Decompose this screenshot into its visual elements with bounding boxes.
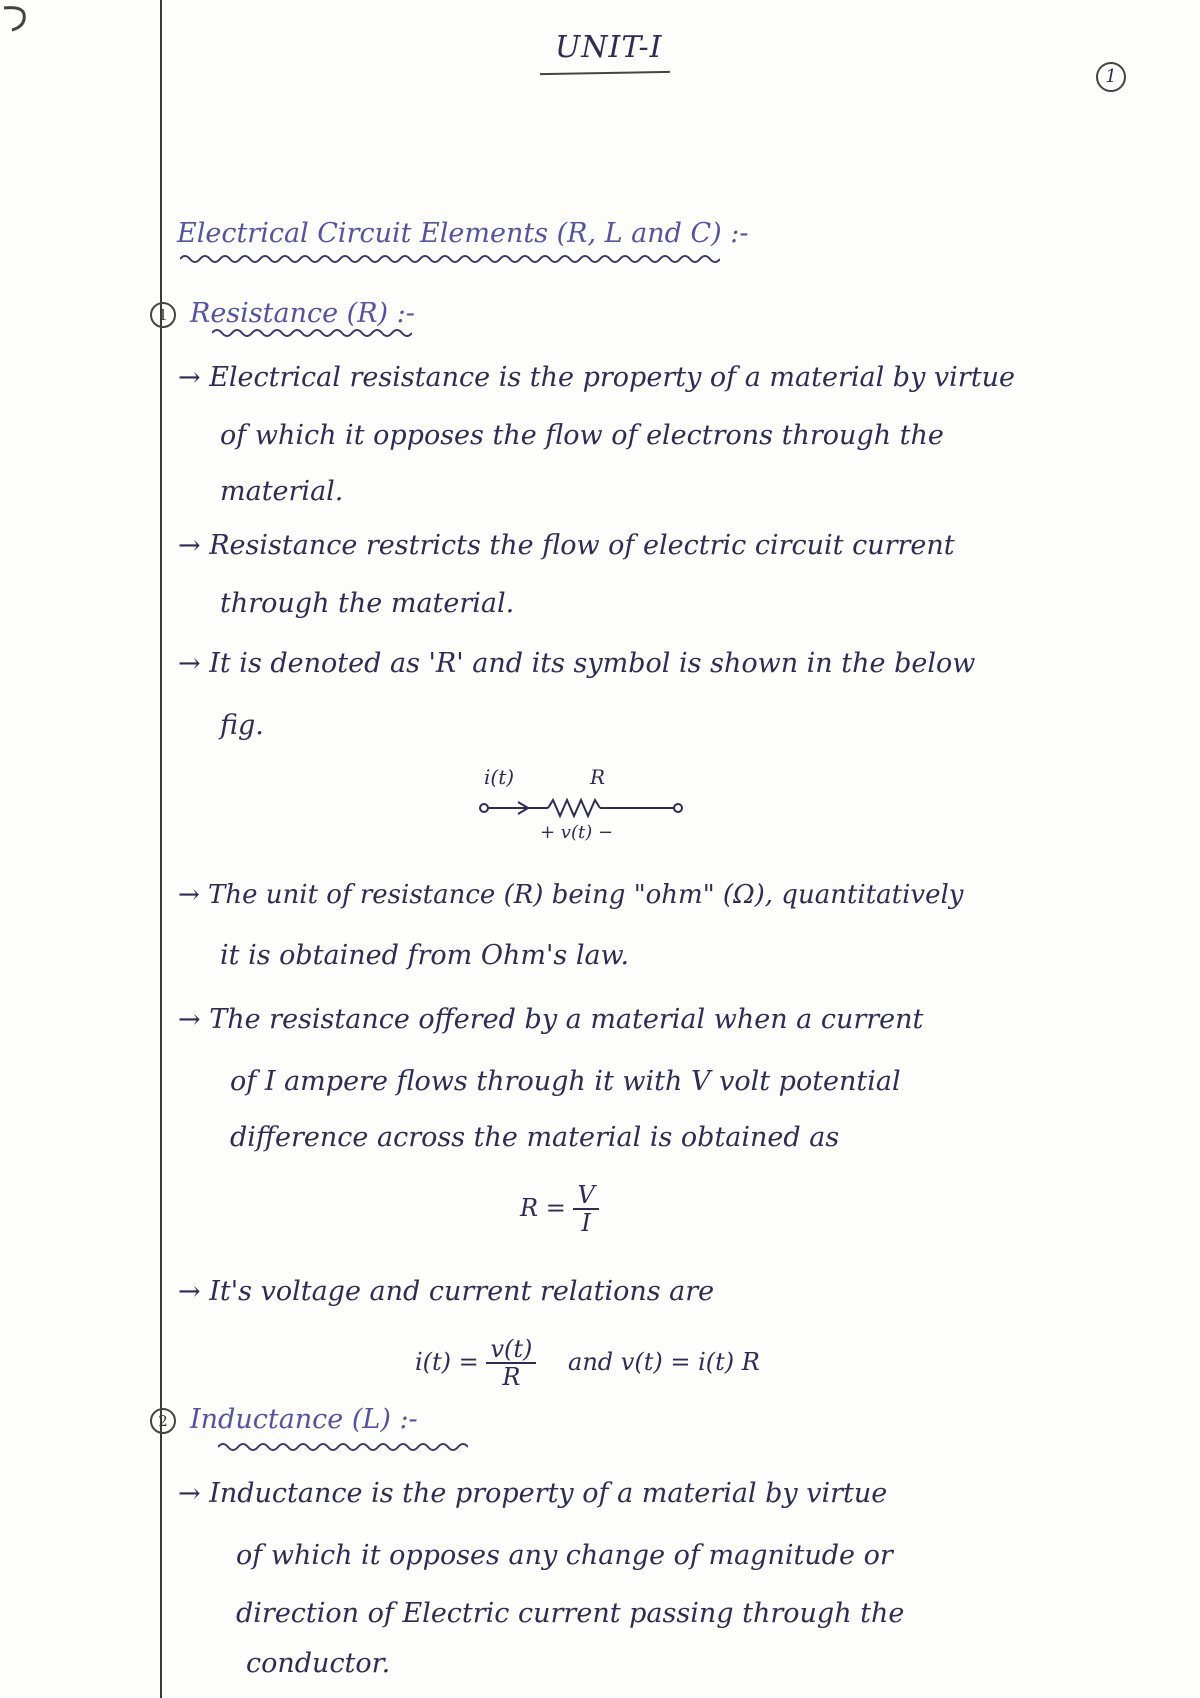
unit-title: UNIT-I xyxy=(555,30,663,65)
resistance-line-1: → Electrical resistance is the property of a material by virtue xyxy=(178,362,1015,393)
inductance-heading-wavy-underline xyxy=(218,1440,468,1454)
inductance-heading xyxy=(150,1404,418,1435)
resistor-voltage-label: + v(t) − xyxy=(540,822,614,843)
inductance-heading-text: Inductance (L) :- xyxy=(190,1404,418,1435)
ohms-law-denominator: I xyxy=(581,1209,591,1238)
resistance-line-7: fig. xyxy=(220,710,264,741)
resistance-line-12: difference across the material is obtained as xyxy=(230,1122,840,1153)
inductance-line-2: of which it opposes any change of magnitude or xyxy=(236,1540,893,1571)
vi-relation-lhs: i(t) = xyxy=(415,1347,479,1376)
section-heading: Electrical Circuit Elements (R, L and C) :- xyxy=(177,218,749,249)
resistor-r-label: R xyxy=(590,765,606,789)
resistance-line-2: of which it opposes the flow of electrons through the xyxy=(220,420,944,451)
corner-mark xyxy=(0,0,36,36)
margin-line xyxy=(160,0,162,1698)
resistance-heading-wavy-underline xyxy=(212,326,412,340)
unit-title-underline xyxy=(540,71,670,75)
vi-relation-denominator: R xyxy=(502,1363,521,1392)
resistance-line-11: of I ampere flows through it with V volt potential xyxy=(230,1066,901,1097)
resistance-line-13: → It's voltage and current relations are xyxy=(178,1276,715,1307)
ohms-law-lhs: R = xyxy=(520,1193,566,1222)
vi-relation-fraction xyxy=(486,1336,536,1391)
vi-relation-numerator: v(t) xyxy=(486,1336,536,1364)
ohms-law-fraction xyxy=(573,1182,598,1237)
resistor-symbol xyxy=(478,796,698,820)
section-heading-wavy-underline xyxy=(180,252,720,266)
ohms-law-numerator: V xyxy=(573,1182,598,1210)
ohms-law-formula xyxy=(520,1182,599,1237)
vi-relation-rest: and v(t) = i(t) R xyxy=(568,1347,760,1376)
vi-relation-formula xyxy=(415,1336,760,1391)
inductance-line-1: → Inductance is the property of a material by virtue xyxy=(178,1478,888,1509)
resistance-line-9: it is obtained from Ohm's law. xyxy=(220,940,630,971)
resistance-number: 1 xyxy=(150,302,176,328)
resistance-line-6: → It is denoted as 'R' and its symbol is shown in the below xyxy=(178,648,976,679)
resistance-line-8: → The unit of resistance (R) being "ohm" (Ω), quantitatively xyxy=(178,880,964,910)
resistor-current-label: i(t) xyxy=(484,765,515,789)
resistance-heading-text: Resistance (R) :- xyxy=(190,298,415,329)
resistance-heading xyxy=(150,298,415,329)
inductance-line-4: conductor. xyxy=(246,1648,391,1679)
resistance-line-4: → Resistance restricts the flow of electric circuit current xyxy=(178,530,955,561)
resistance-line-3: material. xyxy=(220,476,344,507)
inductance-line-3: direction of Electric current passing through the xyxy=(236,1598,905,1629)
page-number: 1 xyxy=(1096,62,1126,92)
resistance-line-5: through the material. xyxy=(220,588,515,619)
inductance-number: 2 xyxy=(150,1408,176,1434)
resistance-line-10: → The resistance offered by a material when a current xyxy=(178,1004,924,1035)
